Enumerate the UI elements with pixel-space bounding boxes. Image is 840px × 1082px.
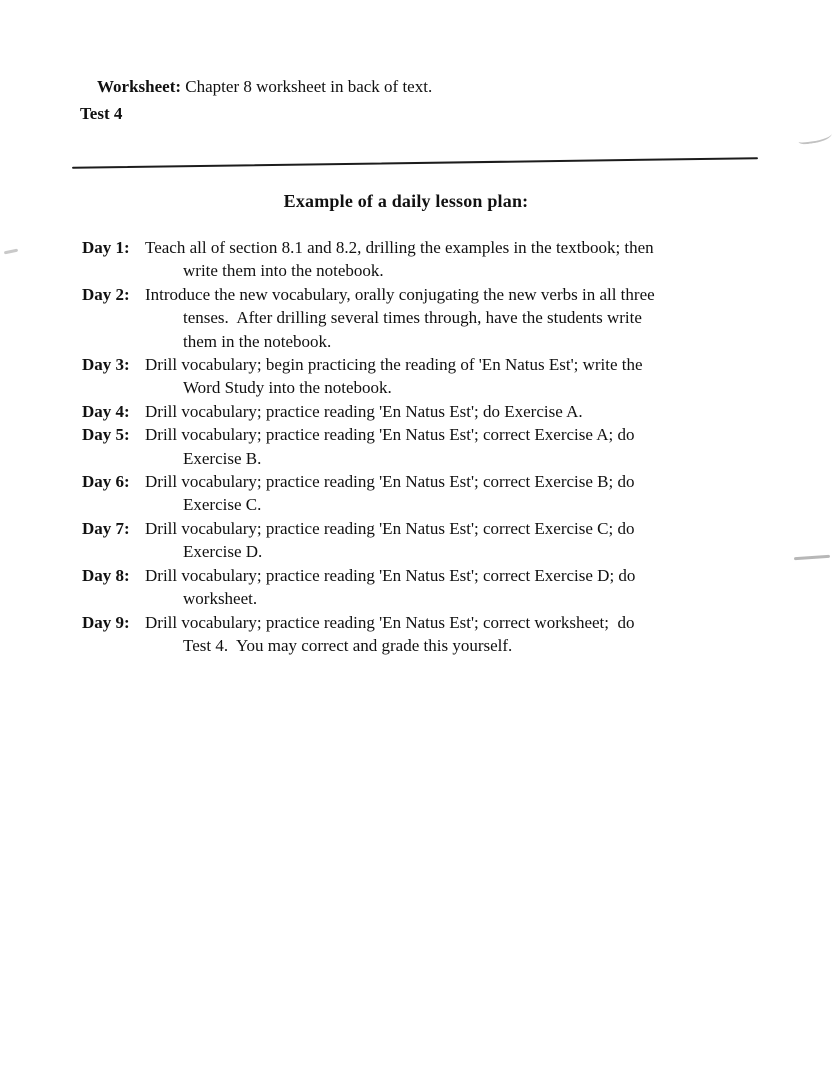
day-line: Drill vocabulary; practice reading 'En Natus Est'; correct worksheet; do	[145, 612, 635, 632]
day-lines	[145, 470, 772, 517]
horizontal-rule	[72, 157, 758, 169]
day-line: Drill vocabulary; practice reading 'En Natus Est'; correct Exercise C; do	[145, 518, 635, 538]
day-line: tenses. After drilling several times through, have the students write	[183, 308, 642, 328]
day-row	[82, 236, 772, 283]
worksheet-line	[80, 52, 432, 121]
day-line: Drill vocabulary; practice reading 'En Natus Est'; correct Exercise D; do	[145, 565, 636, 585]
worksheet-label: Worksheet:	[97, 77, 182, 96]
day-line: Exercise C.	[183, 495, 262, 515]
day-label: Day 6:	[82, 472, 130, 492]
day-line: Drill vocabulary; practice reading 'En Natus Est'; do Exercise A.	[145, 401, 583, 421]
day-line: Drill vocabulary; begin practicing the reading of 'En Natus Est'; write the	[145, 355, 643, 375]
day-label: Day 5:	[82, 425, 130, 445]
day-line: them in the notebook.	[183, 331, 332, 351]
day-list	[82, 236, 772, 657]
day-line: Introduce the new vocabulary, orally conjugating the new verbs in all three	[145, 284, 655, 304]
day-line: Teach all of section 8.1 and 8.2, drilling the examples in the textbook; then	[145, 238, 654, 257]
day-row	[82, 423, 772, 470]
day-line: Exercise B.	[183, 448, 262, 468]
day-line: worksheet.	[183, 589, 258, 609]
day-lines	[145, 353, 772, 400]
page-title: Example of a daily lesson plan:	[283, 191, 529, 211]
worksheet-text: Chapter 8 worksheet in back of text.	[181, 77, 433, 96]
day-label: Day 4:	[82, 401, 130, 421]
day-label: Day 2:	[82, 284, 130, 304]
day-lines	[145, 517, 772, 564]
day-label: Day 9:	[82, 612, 130, 632]
day-line: Word Study into the notebook.	[183, 378, 392, 398]
scan-artifact-left-dash	[4, 249, 18, 255]
day-label: Day 3:	[82, 355, 130, 375]
day-row	[82, 611, 772, 658]
day-lines	[145, 423, 772, 470]
day-row	[82, 400, 772, 423]
day-line: Exercise D.	[183, 542, 263, 562]
day-row	[82, 283, 772, 353]
scan-artifact-right-dash	[794, 555, 830, 561]
day-label: Day 8:	[82, 565, 130, 585]
day-label: Day 7:	[82, 518, 130, 538]
day-line: write them into the notebook.	[183, 261, 384, 281]
test-label: Test 4	[80, 104, 123, 123]
day-line: Drill vocabulary; practice reading 'En Natus Est'; correct Exercise B; do	[145, 472, 635, 492]
day-lines	[145, 564, 772, 611]
day-row	[82, 353, 772, 400]
day-lines	[145, 283, 772, 353]
day-row	[82, 564, 772, 611]
day-lines	[145, 400, 772, 423]
day-row	[82, 517, 772, 564]
day-lines	[145, 611, 772, 658]
day-row	[82, 470, 772, 517]
day-lines	[145, 236, 772, 283]
day-line: Test 4. You may correct and grade this yourself.	[183, 635, 513, 655]
day-line: Drill vocabulary; practice reading 'En Natus Est'; correct Exercise A; do	[145, 425, 635, 445]
day-label: Day 1:	[82, 238, 130, 257]
scan-artifact-right-squiggle	[797, 129, 832, 146]
